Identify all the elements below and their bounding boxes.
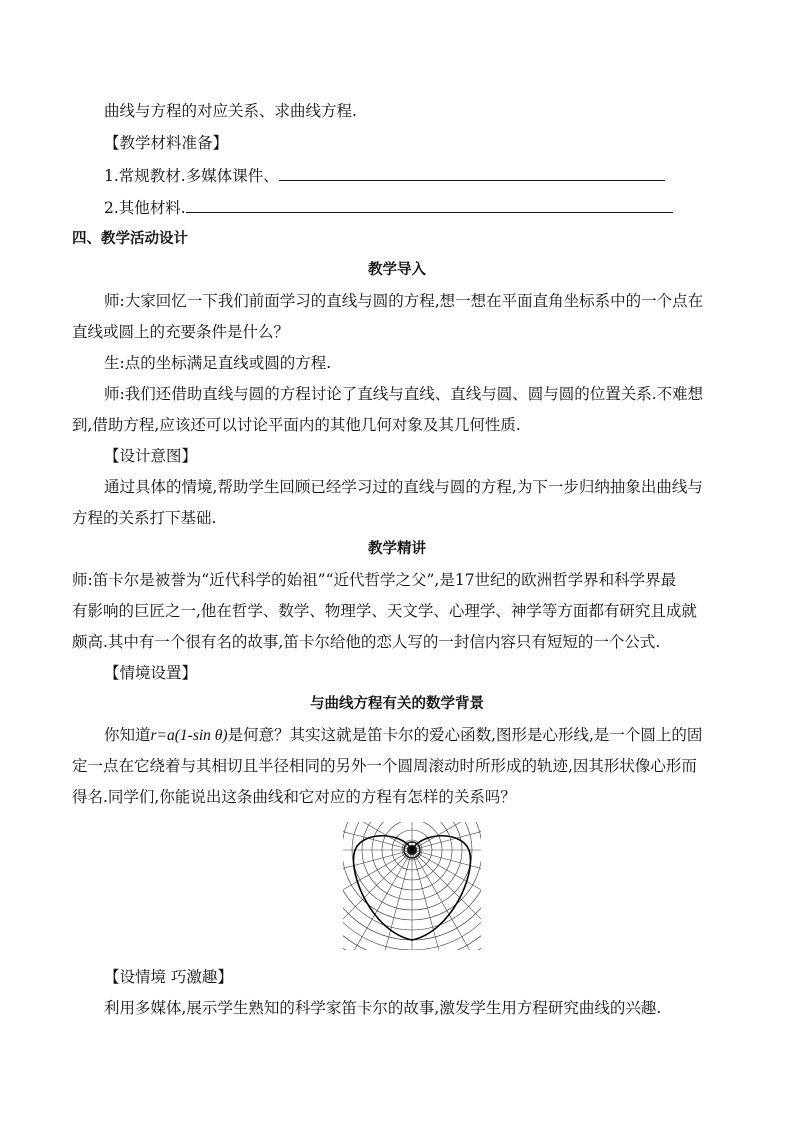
know-line-a-pre: 你知道: [104, 726, 151, 744]
section-heading-4: 四、教学活动设计: [72, 231, 188, 247]
scenario-heading: 【情境设置】: [104, 664, 198, 682]
intro-title: 教学导入: [368, 262, 426, 278]
interest-text: 利用多媒体,展示学生熟知的科学家笛卡尔的故事,激发学生用方程研究曲线的兴趣.: [104, 999, 662, 1017]
design-intent-line-b: 方程的关系打下基础.: [72, 509, 217, 527]
teacher-line-2b: 到,借助方程,应该还可以讨论平面内的其他几何对象及其几何性质.: [72, 416, 521, 434]
teacher-line-3b: 有影响的巨匠之一,他在哲学、数学、物理学、天文学、心理学、神学等方面都有研究且成就: [72, 602, 697, 620]
know-line-a-post: 是何意？其实这就是笛卡尔的爱心函数,图形是心形线,是一个圆上的固: [227, 726, 703, 744]
lecture-title: 教学精讲: [368, 541, 426, 557]
teacher-line-1b: 直线或圆上的充要条件是什么？: [72, 323, 290, 341]
teacher-line-3a: 师:笛卡尔是被誉为“近代科学的始祖”“近代哲学之父”,是17世纪的欧洲哲学界和科学界最: [72, 571, 677, 589]
paragraph-curve-equation: 曲线与方程的对应关系、求曲线方程.: [104, 102, 357, 120]
teacher-line-2a: 师:我们还借助直线与圆的方程讨论了直线与直线、直线与圆、圆与圆的位置关系.不难想: [104, 385, 704, 403]
teacher-line-1a: 师:大家回忆一下我们前面学习的直线与圆的方程,想一想在平面直角坐标系中的一个点在: [104, 292, 704, 310]
teacher-line-3c: 颇高.其中有一个很有名的故事,笛卡尔给他的恋人写的一封信内容只有短短的一个公式.: [72, 633, 661, 651]
design-intent-line-a: 通过具体的情境,帮助学生回顾已经学习过的直线与圆的方程,为下一步归纳抽象出曲线与: [104, 478, 703, 496]
design-intent-heading: 【设计意图】: [104, 447, 198, 465]
interest-heading: 【设情境 巧激趣】: [104, 968, 233, 986]
student-line-1: 生:点的坐标满足直线或圆的方程.: [104, 354, 332, 372]
material-item-2-text: 2.其他材料.: [104, 199, 186, 217]
material-item-1-text: 1.常规教材.多媒体课件、: [104, 167, 279, 185]
know-line-c: 得名.同学们,你能说出这条曲线和它对应的方程有怎样的关系吗？: [72, 788, 516, 806]
know-line-a: [104, 724, 702, 747]
cardioid-polar-grid-figure: [343, 822, 481, 950]
cardioid-formula: r=a(1-sin θ): [150, 727, 228, 744]
material-item-2: [104, 196, 673, 219]
background-title: 与曲线方程有关的数学背景: [310, 696, 484, 712]
blank-line: [186, 196, 673, 213]
blank-line: [279, 164, 665, 181]
know-line-b: 定一点在它绕着与其相切且半径相同的另外一个圆周滚动时所形成的轨迹,因其形状像心形而: [72, 757, 697, 775]
polar-grid: [343, 822, 481, 950]
material-item-1: [104, 164, 665, 187]
materials-heading: 【教学材料准备】: [104, 134, 229, 152]
